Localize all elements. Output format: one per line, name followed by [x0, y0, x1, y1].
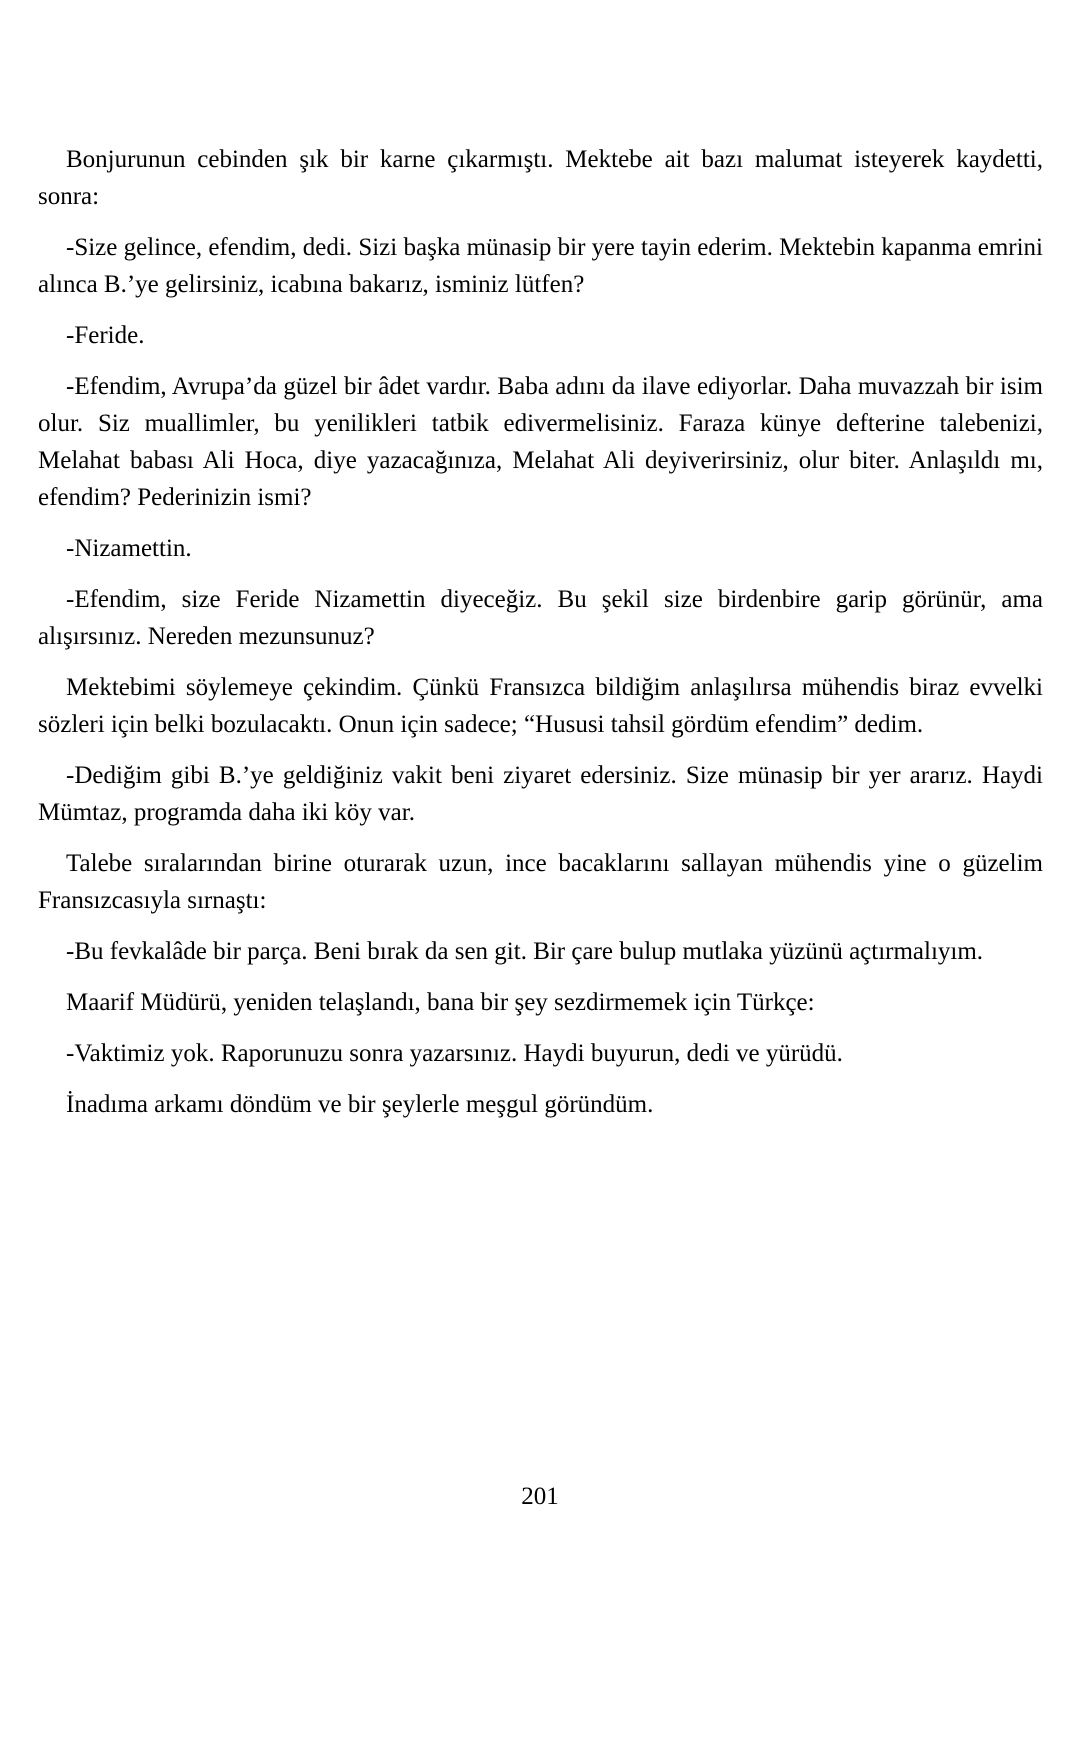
paragraph: -Efendim, size Feride Nizamettin diyeceğiz. Bu şekil size birdenbire garip görünür, ama alışırsınız. Nereden mezunsunuz?	[38, 586, 1043, 650]
paragraph: -Nizamettin.	[66, 535, 192, 562]
paragraph: -Bu fevkalâde bir parça. Beni bırak da sen git. Bir çare bulup mutlaka yüzünü açtırmalıyım.	[66, 938, 984, 965]
paragraph: -Dediğim gibi B.’ye geldiğiniz vakit beni ziyaret edersiniz. Size münasip bir yer ararız. Haydi Mümtaz, programda daha iki köy var.	[38, 762, 1043, 826]
paragraph: Talebe sıralarından birine oturarak uzun, ince bacaklarını sallayan mühendis yine o güzelim Fransızcasıyla sırnaştı:	[38, 850, 1043, 914]
paragraph: -Vaktimiz yok. Raporunuzu sonra yazarsınız. Haydi buyurun, dedi ve yürüdü.	[66, 1040, 843, 1067]
paragraph: -Feride.	[66, 322, 145, 349]
paragraph: Bonjurunun cebinden şık bir karne çıkarmıştı. Mektebe ait bazı malumat isteyerek kaydetti, sonra:	[38, 146, 1043, 210]
paragraph: -Size gelince, efendim, dedi. Sizi başka münasip bir yere tayin ederim. Mektebin kapanma emrini alınca B.’ye gelirsiniz, icabına bakarız, isminiz lütfen?	[38, 234, 1043, 298]
paragraph: -Efendim, Avrupa’da güzel bir âdet vardır. Baba adını da ilave ediyorlar. Daha muvazzah bir isim olur. Siz muallimler, bu yenilikleri tatbik edivermelisiniz. Faraza künye defterine talebenizi, Melahat babası Ali Hoca, diye yazacağınıza, Melahat Ali deyiverirsiniz, olur biter. Anlaşıldı mı, efendim? Pederinizin ismi?	[38, 373, 1043, 511]
book-page-text	[38, 141, 1043, 1137]
paragraph: Maarif Müdürü, yeniden telaşlandı, bana bir şey sezdirmemek için Türkçe:	[66, 989, 815, 1016]
paragraph: İnadıma arkamı döndüm ve bir şeylerle meşgul göründüm.	[66, 1091, 654, 1118]
paragraph: Mektebimi söylemeye çekindim. Çünkü Fransızca bildiğim anlaşılırsa mühendis biraz evvelki sözleri için belki bozulacaktı. Onun için sadece; “Hususi tahsil gördüm efendim” dedim.	[38, 674, 1043, 738]
page-number: 201	[521, 1483, 559, 1510]
